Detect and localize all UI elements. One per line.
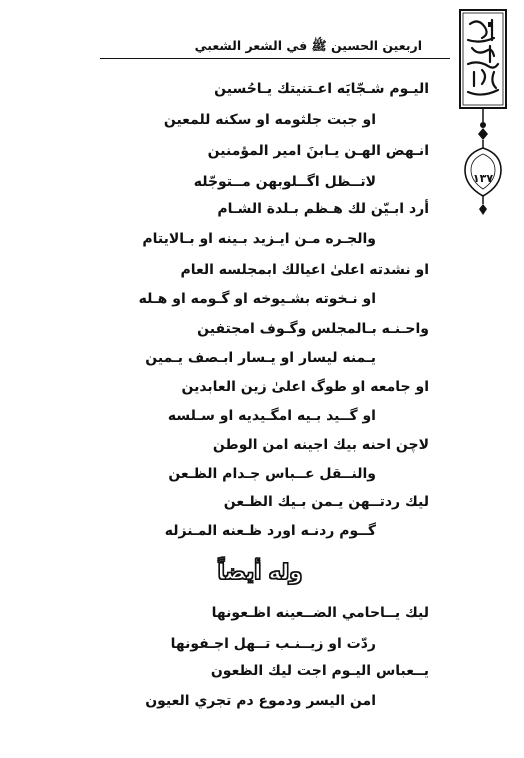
poem-line: لاتــظل اگــلوبهن مــتوجّله [193, 174, 376, 190]
section-heading: وله أيضاً [217, 560, 303, 584]
running-header-title: اربعين الحسين ﷺ في الشعر الشعبي [194, 38, 422, 53]
poem-line: والنــقل عــباس جـدام الظـعن [168, 466, 376, 482]
header-rule-divider [100, 58, 450, 59]
poem-line: او جبت جلثومه او سكنه للمعين [163, 112, 376, 128]
poem-line: او نشدته اعلىٰ اعيالك ابمجلسه العام [180, 262, 429, 278]
poem-line: واحـنـه بـالمجلس وگـوف امجتفين [197, 321, 429, 337]
poem-line: يـمنه ليسار او يـسار ابـصف يـمين [145, 350, 376, 366]
poem-line: يــعباس اليـوم اجت ليك الظعون [210, 663, 429, 679]
poem-line: او جامعه او طوگ اعلىٰ زين العابدين [181, 379, 429, 395]
poem-line: لاچن احنه بيك اجينه امن الوطن [212, 437, 429, 453]
poem-line: انـهض الهـن يـابنَ امير المؤمنين [207, 143, 429, 159]
poem-line: والجـره مـن ايـزيد بـينه او بـالايتام [142, 231, 376, 247]
poem-line: او گــيد بـيه امگـيديه او سـلسه [167, 408, 376, 424]
poem-line: اليـوم شـجّايَه اعـتنيتك يـاحُسين [214, 81, 429, 97]
poem-line: ردّت او زيــنـب تــهل اجـفونها [170, 636, 376, 652]
poem-line: ليك ردتــهن يـمن بـيك الظـعن [223, 494, 429, 510]
poem-line: ليك يــاحامي الضــعينه اظـعونها [211, 605, 429, 621]
poem-line: امن اليسر ودموع دم تجري العيون [145, 693, 376, 709]
poem-line: او نـخوته بشـيوخه او گـومه او هـله [138, 291, 376, 307]
poem-line: گــوم ردنـه اورد ظـعنه المـنزله [164, 523, 376, 539]
poem-line: أرد ابـيّن لك هـظم بـلدة الشـام [217, 201, 429, 217]
page-number: ١٣٧ [472, 172, 494, 185]
